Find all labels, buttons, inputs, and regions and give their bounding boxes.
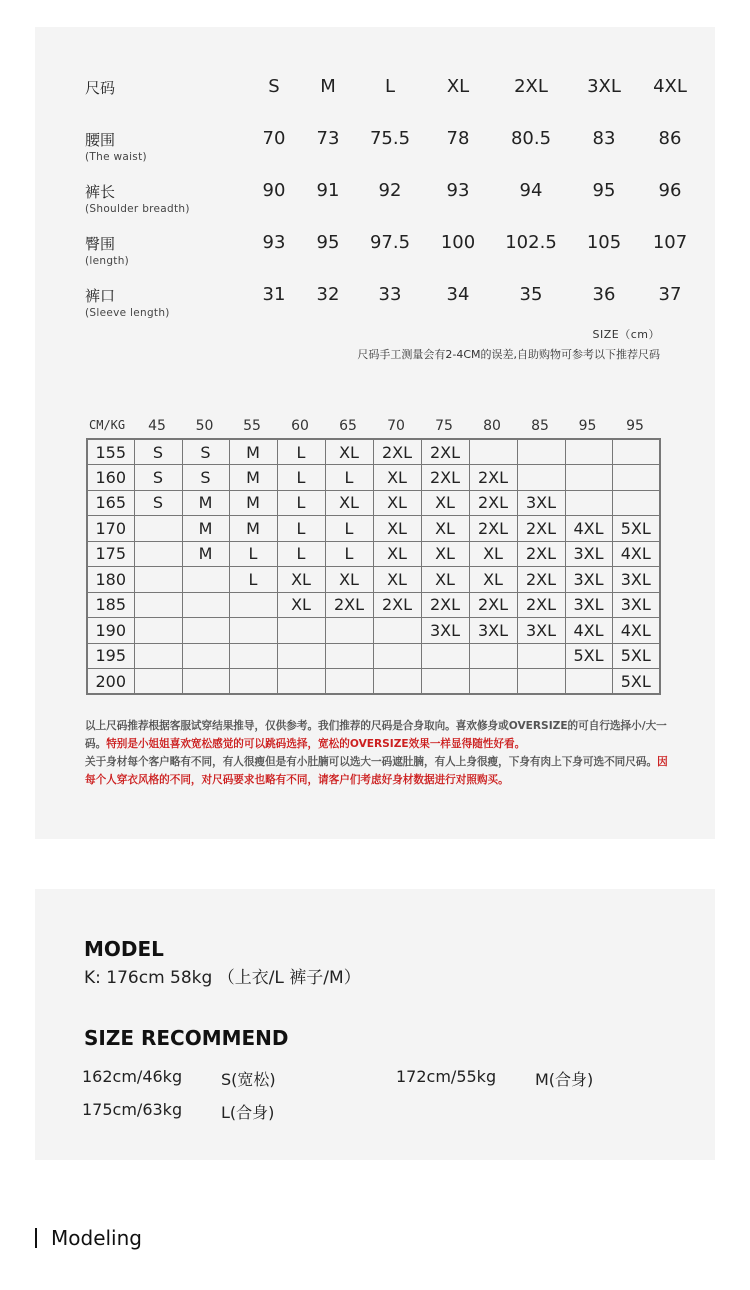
size-cell <box>469 439 517 465</box>
note-highlight: 特别是小姐姐喜欢宽松感觉的可以跳码选择，宽松的OVERSIZE效果一样显得随性好看。 <box>106 738 526 750</box>
weight-header: 55 <box>243 418 261 434</box>
weight-header: 95 <box>626 418 644 434</box>
size-cell <box>469 643 517 669</box>
size-cell <box>134 592 182 618</box>
height-cell: 160 <box>87 465 134 491</box>
measurement-value: 93 <box>446 180 470 201</box>
measurement-value: 78 <box>446 128 470 149</box>
measurement-value: 91 <box>316 180 340 201</box>
size-cell: M <box>229 465 277 491</box>
size-cell <box>182 592 229 618</box>
grid-row <box>87 490 660 516</box>
size-cell <box>517 669 565 695</box>
recommend-size: M(合身) <box>535 1070 594 1089</box>
note-text: 关于身材每个客户略有不同，有人很瘦但是有小肚腩可以选大一码遮肚腩，有人上身很瘦，下身有肉上下身可选不同尺码。 <box>85 756 658 768</box>
weight-header: 95 <box>578 418 597 434</box>
size-cell <box>565 669 612 695</box>
size-cell: M <box>229 439 277 465</box>
recommend-body: 172cm/55kg <box>396 1067 497 1086</box>
size-cell: S <box>134 465 182 491</box>
size-header-label: 尺码 <box>85 79 116 97</box>
size-cell: L <box>229 541 277 567</box>
recommend-size: S(宽松) <box>221 1070 276 1089</box>
size-cell: 2XL <box>517 592 565 618</box>
size-header-s: S <box>268 76 280 97</box>
size-chart-panel <box>35 27 715 839</box>
size-cell: 2XL <box>469 592 517 618</box>
size-cell <box>565 490 612 516</box>
measurement-value: 36 <box>592 284 616 305</box>
size-cell: 5XL <box>565 643 612 669</box>
size-cell <box>565 465 612 491</box>
height-cell: 155 <box>87 439 134 465</box>
height-cell: 185 <box>87 592 134 618</box>
size-cell: M <box>182 516 229 542</box>
size-unit-label: SIZE（cm） <box>592 328 660 341</box>
size-cell <box>373 618 421 644</box>
weight-header: 80 <box>483 418 501 434</box>
measurement-value: 80.5 <box>510 128 552 149</box>
size-cell: XL <box>373 490 421 516</box>
measurement-value: 34 <box>446 284 470 305</box>
size-cell: XL <box>469 567 517 593</box>
measurement-value: 86 <box>658 128 682 149</box>
model-panel <box>35 889 715 1160</box>
size-cell: 2XL <box>421 592 469 618</box>
size-cell: 3XL <box>421 618 469 644</box>
measurement-value: 107 <box>652 232 688 253</box>
size-cell: 2XL <box>421 465 469 491</box>
size-cell <box>612 465 660 491</box>
grid-row <box>87 592 660 618</box>
size-cell: M <box>182 541 229 567</box>
height-cell: 170 <box>87 516 134 542</box>
measurement-value: 95 <box>592 180 616 201</box>
note-text: 以上尺码推荐根据客服试穿结果推导，仅供参考。我们推荐的尺码是合身取向。喜欢修身或OVERSIZE的可自行选择小/大一码。 <box>85 720 667 750</box>
size-cell: 3XL <box>469 618 517 644</box>
size-header-3xl: 3XL <box>587 76 621 97</box>
size-cell <box>182 669 229 695</box>
weight-header: 75 <box>435 418 453 434</box>
size-cell: L <box>277 490 325 516</box>
height-cell: 200 <box>87 669 134 695</box>
size-header-m: M <box>320 76 336 97</box>
size-cell <box>325 669 373 695</box>
size-cell <box>373 669 421 695</box>
size-cell: L <box>229 567 277 593</box>
size-cell <box>134 618 182 644</box>
size-cell: 4XL <box>612 618 660 644</box>
size-cell <box>517 643 565 669</box>
height-cell: 165 <box>87 490 134 516</box>
size-cell: S <box>134 439 182 465</box>
size-cell <box>229 592 277 618</box>
size-cell: L <box>277 439 325 465</box>
height-cell: 175 <box>87 541 134 567</box>
size-cell <box>182 567 229 593</box>
size-cell: L <box>325 541 373 567</box>
height-cell: 180 <box>87 567 134 593</box>
size-cell <box>421 669 469 695</box>
size-cell: 3XL <box>517 490 565 516</box>
size-cell: XL <box>325 567 373 593</box>
size-cell: 2XL <box>469 490 517 516</box>
measurement-value: 37 <box>658 284 682 305</box>
size-cell: 3XL <box>565 567 612 593</box>
size-cell: 3XL <box>565 592 612 618</box>
grid-row <box>87 643 660 669</box>
size-cell <box>277 669 325 695</box>
weight-header: 65 <box>339 418 357 434</box>
size-cell: M <box>182 490 229 516</box>
size-cell: 4XL <box>612 541 660 567</box>
size-cell <box>325 618 373 644</box>
size-cell: 5XL <box>612 643 660 669</box>
size-cell: 2XL <box>373 592 421 618</box>
size-cell: S <box>182 439 229 465</box>
model-info: K: 176cm 58kg （上衣/L 裤子/M） <box>84 968 361 988</box>
grid-row <box>87 541 660 567</box>
size-cell: 2XL <box>469 516 517 542</box>
size-cell <box>325 643 373 669</box>
measurement-value: 83 <box>592 128 616 149</box>
size-cell: 2XL <box>373 439 421 465</box>
size-cell <box>517 439 565 465</box>
weight-header: 45 <box>148 418 166 434</box>
size-cell <box>182 618 229 644</box>
size-cell: L <box>277 516 325 542</box>
measurement-value: 31 <box>262 284 286 305</box>
size-cell <box>421 643 469 669</box>
size-cell: XL <box>421 541 469 567</box>
size-cell: L <box>325 516 373 542</box>
size-cell: 5XL <box>612 516 660 542</box>
measurement-sublabel: (Shoulder breadth) <box>85 203 190 215</box>
grid-row <box>87 567 660 593</box>
measurement-value: 92 <box>378 180 402 201</box>
size-recommend-title: SIZE RECOMMEND <box>84 1026 289 1050</box>
size-cell <box>517 465 565 491</box>
measurement-value: 93 <box>262 232 286 253</box>
size-cell: XL <box>325 439 373 465</box>
size-recommend-grid <box>86 438 661 695</box>
modeling-heading: Modeling <box>35 1228 142 1248</box>
measurement-value: 32 <box>316 284 340 305</box>
size-cell: 4XL <box>565 516 612 542</box>
size-cell: XL <box>421 490 469 516</box>
height-cell: 195 <box>87 643 134 669</box>
size-cell <box>277 618 325 644</box>
size-cell: 2XL <box>325 592 373 618</box>
size-cell <box>229 618 277 644</box>
grid-row <box>87 516 660 542</box>
size-cell <box>469 669 517 695</box>
size-header-2xl: 2XL <box>514 76 548 97</box>
measurement-value: 33 <box>378 284 402 305</box>
size-cell <box>134 541 182 567</box>
size-cell <box>134 567 182 593</box>
grid-row <box>87 669 660 695</box>
size-header-4xl: 4XL <box>653 76 687 97</box>
recommend-size: L(合身) <box>221 1103 275 1122</box>
model-title: MODEL <box>84 937 164 961</box>
measurement-value: 75.5 <box>369 128 411 149</box>
measurement-sublabel: (Sleeve length) <box>85 307 170 319</box>
size-cell <box>612 490 660 516</box>
measurement-value: 95 <box>316 232 340 253</box>
size-cell: 3XL <box>612 567 660 593</box>
size-cell: 3XL <box>612 592 660 618</box>
measurement-label: 臀围 <box>85 235 116 253</box>
size-notes <box>85 717 675 789</box>
size-cell <box>565 439 612 465</box>
size-cell <box>277 643 325 669</box>
size-cell: M <box>229 516 277 542</box>
weight-header: 60 <box>291 418 309 434</box>
size-cell: XL <box>469 541 517 567</box>
measurement-value: 94 <box>519 180 543 201</box>
size-cell: 2XL <box>421 439 469 465</box>
recommend-body: 162cm/46kg <box>82 1067 183 1086</box>
size-cell: 2XL <box>469 465 517 491</box>
measurement-label: 裤口 <box>85 287 116 305</box>
size-cell: M <box>229 490 277 516</box>
size-cell: XL <box>373 516 421 542</box>
size-cell: L <box>325 465 373 491</box>
size-cell: S <box>134 490 182 516</box>
size-cell: L <box>277 465 325 491</box>
measurement-value: 100 <box>440 232 476 253</box>
size-cell: XL <box>277 592 325 618</box>
size-cell <box>182 643 229 669</box>
size-cell <box>373 643 421 669</box>
measurement-value: 105 <box>586 232 622 253</box>
measurement-value: 35 <box>519 284 543 305</box>
note-highlight: 因每个人穿衣风格的不同，对尺码要求也略有不同，请客户们考虑好身材数据进行对照购买。 <box>85 756 668 786</box>
height-cell: 190 <box>87 618 134 644</box>
grid-row <box>87 618 660 644</box>
size-cell: 2XL <box>517 516 565 542</box>
size-cell <box>134 643 182 669</box>
size-cell: 4XL <box>565 618 612 644</box>
measurement-label: 腰围 <box>85 131 116 149</box>
size-header-l: L <box>384 76 396 97</box>
grid-row <box>87 439 660 465</box>
size-cell: XL <box>325 490 373 516</box>
size-cell: 2XL <box>517 567 565 593</box>
size-cell: XL <box>421 516 469 542</box>
size-cell: XL <box>373 541 421 567</box>
size-cell: XL <box>277 567 325 593</box>
size-cell: 2XL <box>517 541 565 567</box>
size-cell: S <box>182 465 229 491</box>
measurement-value: 70 <box>262 128 286 149</box>
size-header-xl: XL <box>446 76 470 97</box>
size-cell: L <box>277 541 325 567</box>
measurement-value: 97.5 <box>369 232 411 253</box>
grid-row <box>87 465 660 491</box>
weight-header: 70 <box>387 418 405 434</box>
measurement-label: 裤长 <box>85 183 116 201</box>
size-cell: XL <box>373 465 421 491</box>
size-cell <box>134 669 182 695</box>
size-cell <box>612 439 660 465</box>
measurement-value: 102.5 <box>505 232 557 253</box>
size-cell <box>134 516 182 542</box>
measurement-sublabel: (length) <box>85 255 130 267</box>
size-cell <box>229 669 277 695</box>
size-cell: 3XL <box>517 618 565 644</box>
weight-header: 85 <box>531 418 549 434</box>
size-cell <box>229 643 277 669</box>
weight-header: 50 <box>195 418 214 434</box>
grid-corner-label: CM/KG <box>89 418 126 432</box>
measurement-sublabel: (The waist) <box>85 151 147 163</box>
measurement-note: 尺码手工测量会有2-4CM的误差,自助购物可参考以下推荐尺码 <box>357 348 660 361</box>
size-cell: 3XL <box>565 541 612 567</box>
size-cell: 5XL <box>612 669 660 695</box>
measurement-value: 90 <box>262 180 286 201</box>
measurement-value: 96 <box>658 180 682 201</box>
size-cell: XL <box>421 567 469 593</box>
size-cell: XL <box>373 567 421 593</box>
recommend-body: 175cm/63kg <box>82 1100 183 1119</box>
measurement-value: 73 <box>316 128 340 149</box>
